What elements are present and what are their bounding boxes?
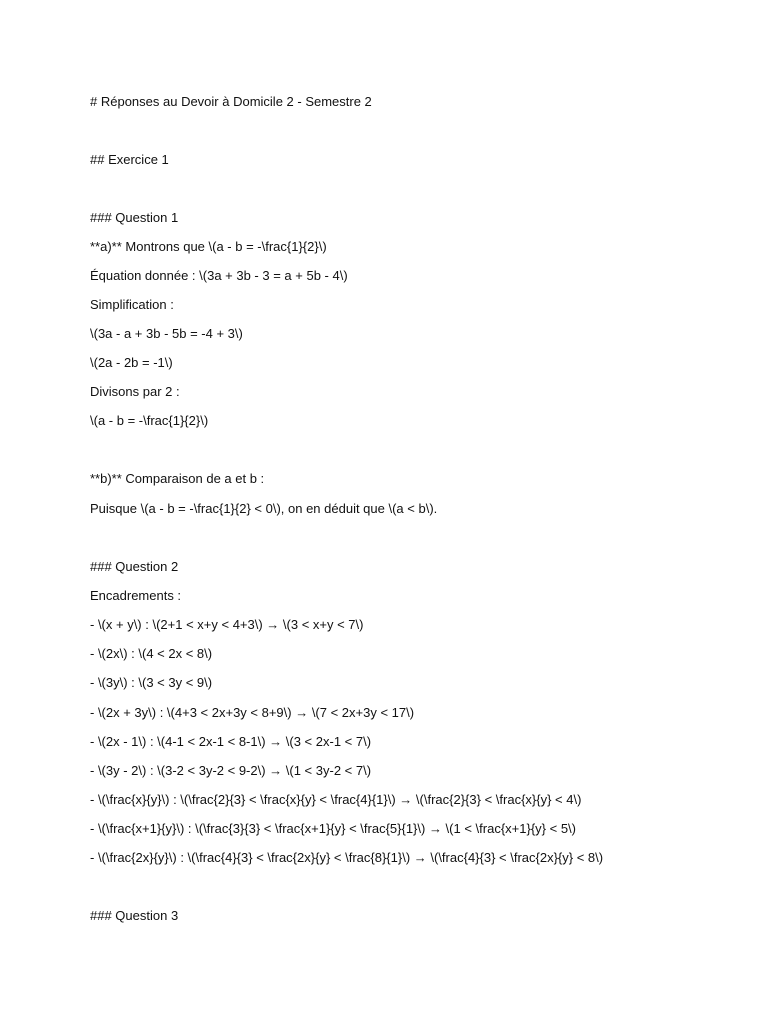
text-line: Puisque \(a - b = -\frac{1}{2} < 0\), on en déduit que \(a < b\).: [90, 501, 438, 516]
text-line: \(a - b = -\frac{1}{2}\): [90, 413, 209, 428]
exercise-heading: ## Exercice 1: [90, 152, 169, 167]
document-title: # Réponses au Devoir à Domicile 2 - Semestre 2: [90, 94, 372, 109]
list-item: - \(\frac{x}{y}\) : \(\frac{2}{3} < \frac{x}{y} < \frac{4}{1}\) → \(\frac{2}{3} < \frac{x}{y} < 4\): [90, 792, 582, 807]
question-3-heading: ### Question 3: [90, 908, 179, 923]
text-line: \(2a - 2b = -1\): [90, 355, 173, 370]
list-item: - \(2x - 1\) : \(4-1 < 2x-1 < 8-1\) → \(3 < 2x-1 < 7\): [90, 734, 372, 749]
list-item: - \(x + y\) : \(2+1 < x+y < 4+3\) → \(3 < x+y < 7\): [90, 617, 364, 632]
list-item: - \(2x\) : \(4 < 2x < 8\): [90, 646, 213, 661]
text-line: Divisons par 2 :: [90, 384, 180, 399]
list-item: - \(\frac{2x}{y}\) : \(\frac{4}{3} < \frac{2x}{y} < \frac{8}{1}\) → \(\frac{4}{3} < \frac{2x}{y} < 8\): [90, 850, 604, 865]
question-2-heading: ### Question 2: [90, 559, 179, 574]
list-item: - \(2x + 3y\) : \(4+3 < 2x+3y < 8+9\) → \(7 < 2x+3y < 17\): [90, 705, 415, 720]
list-item: - \(3y - 2\) : \(3-2 < 3y-2 < 9-2\) → \(1 < 3y-2 < 7\): [90, 763, 372, 778]
text-line: \(3a - a + 3b - 5b = -4 + 3\): [90, 326, 243, 341]
text-line: Simplification :: [90, 297, 174, 312]
text-line: Équation donnée : \(3a + 3b - 3 = a + 5b - 4\): [90, 268, 348, 283]
text-line: **b)** Comparaison de a et b :: [90, 471, 265, 486]
question-1-heading: ### Question 1: [90, 210, 179, 225]
text-line: Encadrements :: [90, 588, 182, 603]
list-item: - \(3y\) : \(3 < 3y < 9\): [90, 675, 213, 690]
text-line: **a)** Montrons que \(a - b = -\frac{1}{2}\): [90, 239, 327, 254]
list-item: - \(\frac{x+1}{y}\) : \(\frac{3}{3} < \frac{x+1}{y} < \frac{5}{1}\) → \(1 < \frac{x+1}{y} < 5\): [90, 821, 577, 836]
